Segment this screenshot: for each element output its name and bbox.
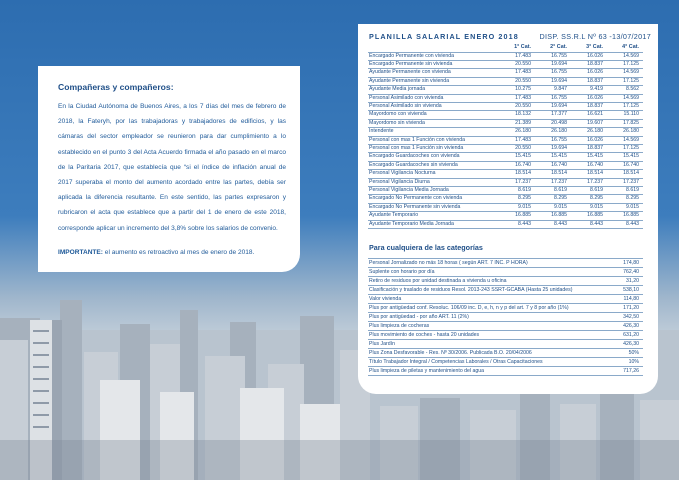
cell-value: 17.125 [607,144,643,152]
cell-value: 8.619 [607,187,643,195]
cell-value: 15.415 [535,153,571,161]
row-label: Mayordomo sin vivienda [368,119,499,127]
cell-value: 31,20 [609,277,643,286]
cell-value: 9.015 [571,203,607,211]
cell-value: 17.125 [607,77,643,85]
intro-paragraph: En la Ciudad Autónoma de Buenos Aires, a los 7 días del mes de febrero de 2018, la Fateryh, por las trabajadoras y trabajadores de edificios, y las cámaras del sector empleador se reunieron para dar cumplimiento a lo establecido en el punto 3 del Acta Acuerdo firmada el año pasado en el marco de la Paritaria 2017, que establecía que “si el índice de inflación anual de 2017 superaba el monto del aumento acordado entre las partes, debía ser aplicada la diferencia resultante. En este sentido, las partes expresaron y rubricaron el acta que establece que a partir del 1 de enero de este 2018, corresponde aplicar un incremento del 3,8% sobre los salarios de convenio. [58,103,286,232]
cell-value: 19.694 [535,102,571,110]
row-label: Plus limpieza de cocheras [368,322,609,331]
cell-value: 8.443 [535,220,571,228]
salary-table [368,43,643,229]
row-label: Plus Zona Desfavorable - Res. Nº 30/2006. Publicada B.O. 20/04/2006 [368,349,609,358]
row-label: Personal Vigilancia Media Jornada [368,187,499,195]
cell-value: 17.377 [535,111,571,119]
table-row [368,295,643,304]
table-row [368,322,643,331]
cell-value: 9.015 [607,203,643,211]
cell-value: 19.694 [535,77,571,85]
row-label: Encargado Permanente sin vivienda [368,60,499,68]
table-row [368,86,643,94]
cell-value: 8.295 [535,195,571,203]
cell-value: 16.026 [571,52,607,60]
cell-value: 174,80 [609,259,643,268]
cell-value: 426,30 [609,322,643,331]
salary-header-row [368,43,643,52]
table-row [368,349,643,358]
table-row [368,136,643,144]
cell-value: 10% [609,358,643,367]
cell-value: 17.125 [607,102,643,110]
cell-value: 18.514 [571,170,607,178]
row-label: Encargado No Permanente con vivienda [368,195,499,203]
cell-value: 16.740 [535,161,571,169]
cell-value: 8.619 [535,187,571,195]
cell-value: 18.514 [535,170,571,178]
cell-value: 631,20 [609,331,643,340]
cell-value: 538,10 [609,286,643,295]
cell-value: 17.237 [499,178,535,186]
cell-value: 762,40 [609,268,643,277]
cell-value: 16.885 [571,212,607,220]
row-label: Valor vivienda [368,295,609,304]
table-row [368,313,643,322]
cell-value: 8.443 [571,220,607,228]
cell-value: 26.180 [535,128,571,136]
table-row [368,195,643,203]
row-label: Clasificación y traslado de residuos Resol. 2013-243 SSRT-GCABA (Hasta 25 unidades) [368,286,609,295]
cell-value: 14.569 [607,52,643,60]
row-label: Ayudante Temporario Media Jornada [368,220,499,228]
table-row [368,268,643,277]
cell-value: 16.755 [535,52,571,60]
table-row [368,52,643,60]
cell-value: 16.026 [571,94,607,102]
cell-value: 16.885 [607,212,643,220]
cell-value: 8.562 [607,86,643,94]
table-row [368,102,643,110]
cell-value: 16.026 [571,69,607,77]
cell-value: 20.498 [535,119,571,127]
cell-value: 426,30 [609,340,643,349]
cell-value: 717,26 [609,367,643,376]
cell-value: 8.619 [499,187,535,195]
cell-value: 18.837 [571,102,607,110]
row-label: Plus por antigüedad conf. Resoluc. 106/09 inc. D, e, h, n y p del art. 7 y 8 por año (1%) [368,304,609,313]
table-row [368,331,643,340]
table-row [368,286,643,295]
table-row [368,340,643,349]
row-label: Ayudante Permanente sin vivienda [368,77,499,85]
table-row [368,358,643,367]
row-label: Personal Jornalizado no más 18 horas ( según ART. 7 INC. P HORA) [368,259,609,268]
header-blank [368,43,499,52]
row-label: Ayudante Media jornada [368,86,499,94]
cell-value: 26.180 [607,128,643,136]
table-row [368,178,643,186]
cell-value: 17.237 [571,178,607,186]
row-label: Título Trabajador Integral / Competencias Laborales / Otras Capacitaciones [368,358,609,367]
cell-value: 19.694 [535,60,571,68]
col-header: 3° Cat. [586,43,603,50]
row-label: Encargado Guardacoches con vivienda [368,153,499,161]
row-label: Mayordomo con vivienda [368,111,499,119]
cell-value: 20.550 [499,144,535,152]
cell-value: 17.483 [499,136,535,144]
cell-value: 14.569 [607,136,643,144]
cell-value: 17.483 [499,52,535,60]
row-label: Retiro de residuos por unidad destinada a vivienda u oficina [368,277,609,286]
table-row [368,170,643,178]
row-label: Encargado Guardacoches sin vivienda [368,161,499,169]
cell-value: 21.389 [499,119,535,127]
cell-value: 16.755 [535,136,571,144]
col-header: 1° Cat. [514,43,531,50]
cell-value: 19.694 [535,144,571,152]
table-row [368,187,643,195]
cell-value: 18.837 [571,60,607,68]
cell-value: 19.607 [571,119,607,127]
cell-value: 15.415 [571,153,607,161]
cell-value: 15.110 [607,111,643,119]
row-label: Encargado No Permanente sin vivienda [368,203,499,211]
cell-value: 9.419 [571,86,607,94]
cell-value: 20.550 [499,102,535,110]
table-row [368,153,643,161]
cell-value: 14.569 [607,69,643,77]
row-label: Ayudante Permanente con vivienda [368,69,499,77]
cell-value: 26.180 [571,128,607,136]
cell-value: 16.621 [571,111,607,119]
cell-value: 9.015 [499,203,535,211]
cell-value: 18.514 [499,170,535,178]
cell-value: 17.237 [535,178,571,186]
cell-value: 8.295 [607,195,643,203]
cell-value: 16.885 [499,212,535,220]
cell-value: 50% [609,349,643,358]
table-row [368,259,643,268]
cell-value: 8.443 [499,220,535,228]
row-label: Encargado Permanente con vivienda [368,52,499,60]
table-row [368,367,643,376]
row-label: Plus movimiento de coches - hasta 20 unidades [368,331,609,340]
row-label: Personal Asimilado con vivienda [368,94,499,102]
table-row [368,277,643,286]
table-row [368,69,643,77]
cell-value: 14.569 [607,94,643,102]
row-label: Plus por antigüedad - por año ART. 11 (2%) [368,313,609,322]
cell-value: 16.740 [499,161,535,169]
table-row [368,111,643,119]
table-row [368,60,643,68]
row-label: Intendente [368,128,499,136]
cell-value: 16.740 [607,161,643,169]
cell-value: 8.619 [571,187,607,195]
table-row [368,304,643,313]
intro-heading: Compañeras y compañeros: [58,82,174,92]
cell-value: 16.740 [571,161,607,169]
cell-value: 171,20 [609,304,643,313]
cell-value: 8.295 [499,195,535,203]
col-header: 2° Cat. [550,43,567,50]
cell-value: 17.825 [607,119,643,127]
cell-value: 20.550 [499,77,535,85]
table-row [368,144,643,152]
cell-value: 10.275 [499,86,535,94]
table-row [368,77,643,85]
table-row [368,203,643,211]
table-row [368,212,643,220]
cell-value: 16.755 [535,69,571,77]
table-row [368,128,643,136]
cell-value: 8.443 [607,220,643,228]
row-label: Personal con mas 1 Función con vivienda [368,136,499,144]
supplements-table [368,258,643,376]
cell-value: 114,80 [609,295,643,304]
cell-value: 16.885 [535,212,571,220]
salary-disposition: DISP. SS.R.L Nº 63 -13/07/2017 [539,32,651,41]
cell-value: 9.015 [535,203,571,211]
note-text: el aumento es retroactivo al mes de enero de 2018. [102,249,255,256]
cell-value: 9.847 [535,86,571,94]
intro-note [58,248,286,258]
cell-value: 342,50 [609,313,643,322]
cell-value: 17.237 [607,178,643,186]
salary-title-row [369,32,651,42]
supplements-title: Para cualquiera de las categorías [369,243,483,252]
cell-value: 18.837 [571,77,607,85]
table-row [368,220,643,228]
row-label: Personal Vigilancia Nocturna [368,170,499,178]
row-label: Personal con mas 1 Función sin vivienda [368,144,499,152]
cell-value: 18.837 [571,144,607,152]
cell-value: 8.295 [571,195,607,203]
cell-value: 17.483 [499,69,535,77]
row-label: Ayudante Temporario [368,212,499,220]
row-label: Plus limpieza de piletas y mantenimiento del agua [368,367,609,376]
cell-value: 15.415 [607,153,643,161]
cell-value: 18.514 [607,170,643,178]
cell-value: 16.026 [571,136,607,144]
table-row [368,161,643,169]
cell-value: 18.132 [499,111,535,119]
cell-value: 15.415 [499,153,535,161]
table-row [368,119,643,127]
row-label: Personal Vigilancia Diurna [368,178,499,186]
cell-value: 20.550 [499,60,535,68]
cell-value: 16.755 [535,94,571,102]
salary-title: PLANILLA SALARIAL ENERO 2018 [369,32,519,41]
row-label: Personal Asimilado sin vivienda [368,102,499,110]
row-label: Suplente con horario por día [368,268,609,277]
cell-value: 26.180 [499,128,535,136]
cell-value: 17.125 [607,60,643,68]
col-header: 4° Cat. [622,43,639,50]
note-label: IMPORTANTE: [58,249,103,256]
table-row [368,94,643,102]
row-label: Plus Jardín [368,340,609,349]
cell-value: 17.483 [499,94,535,102]
